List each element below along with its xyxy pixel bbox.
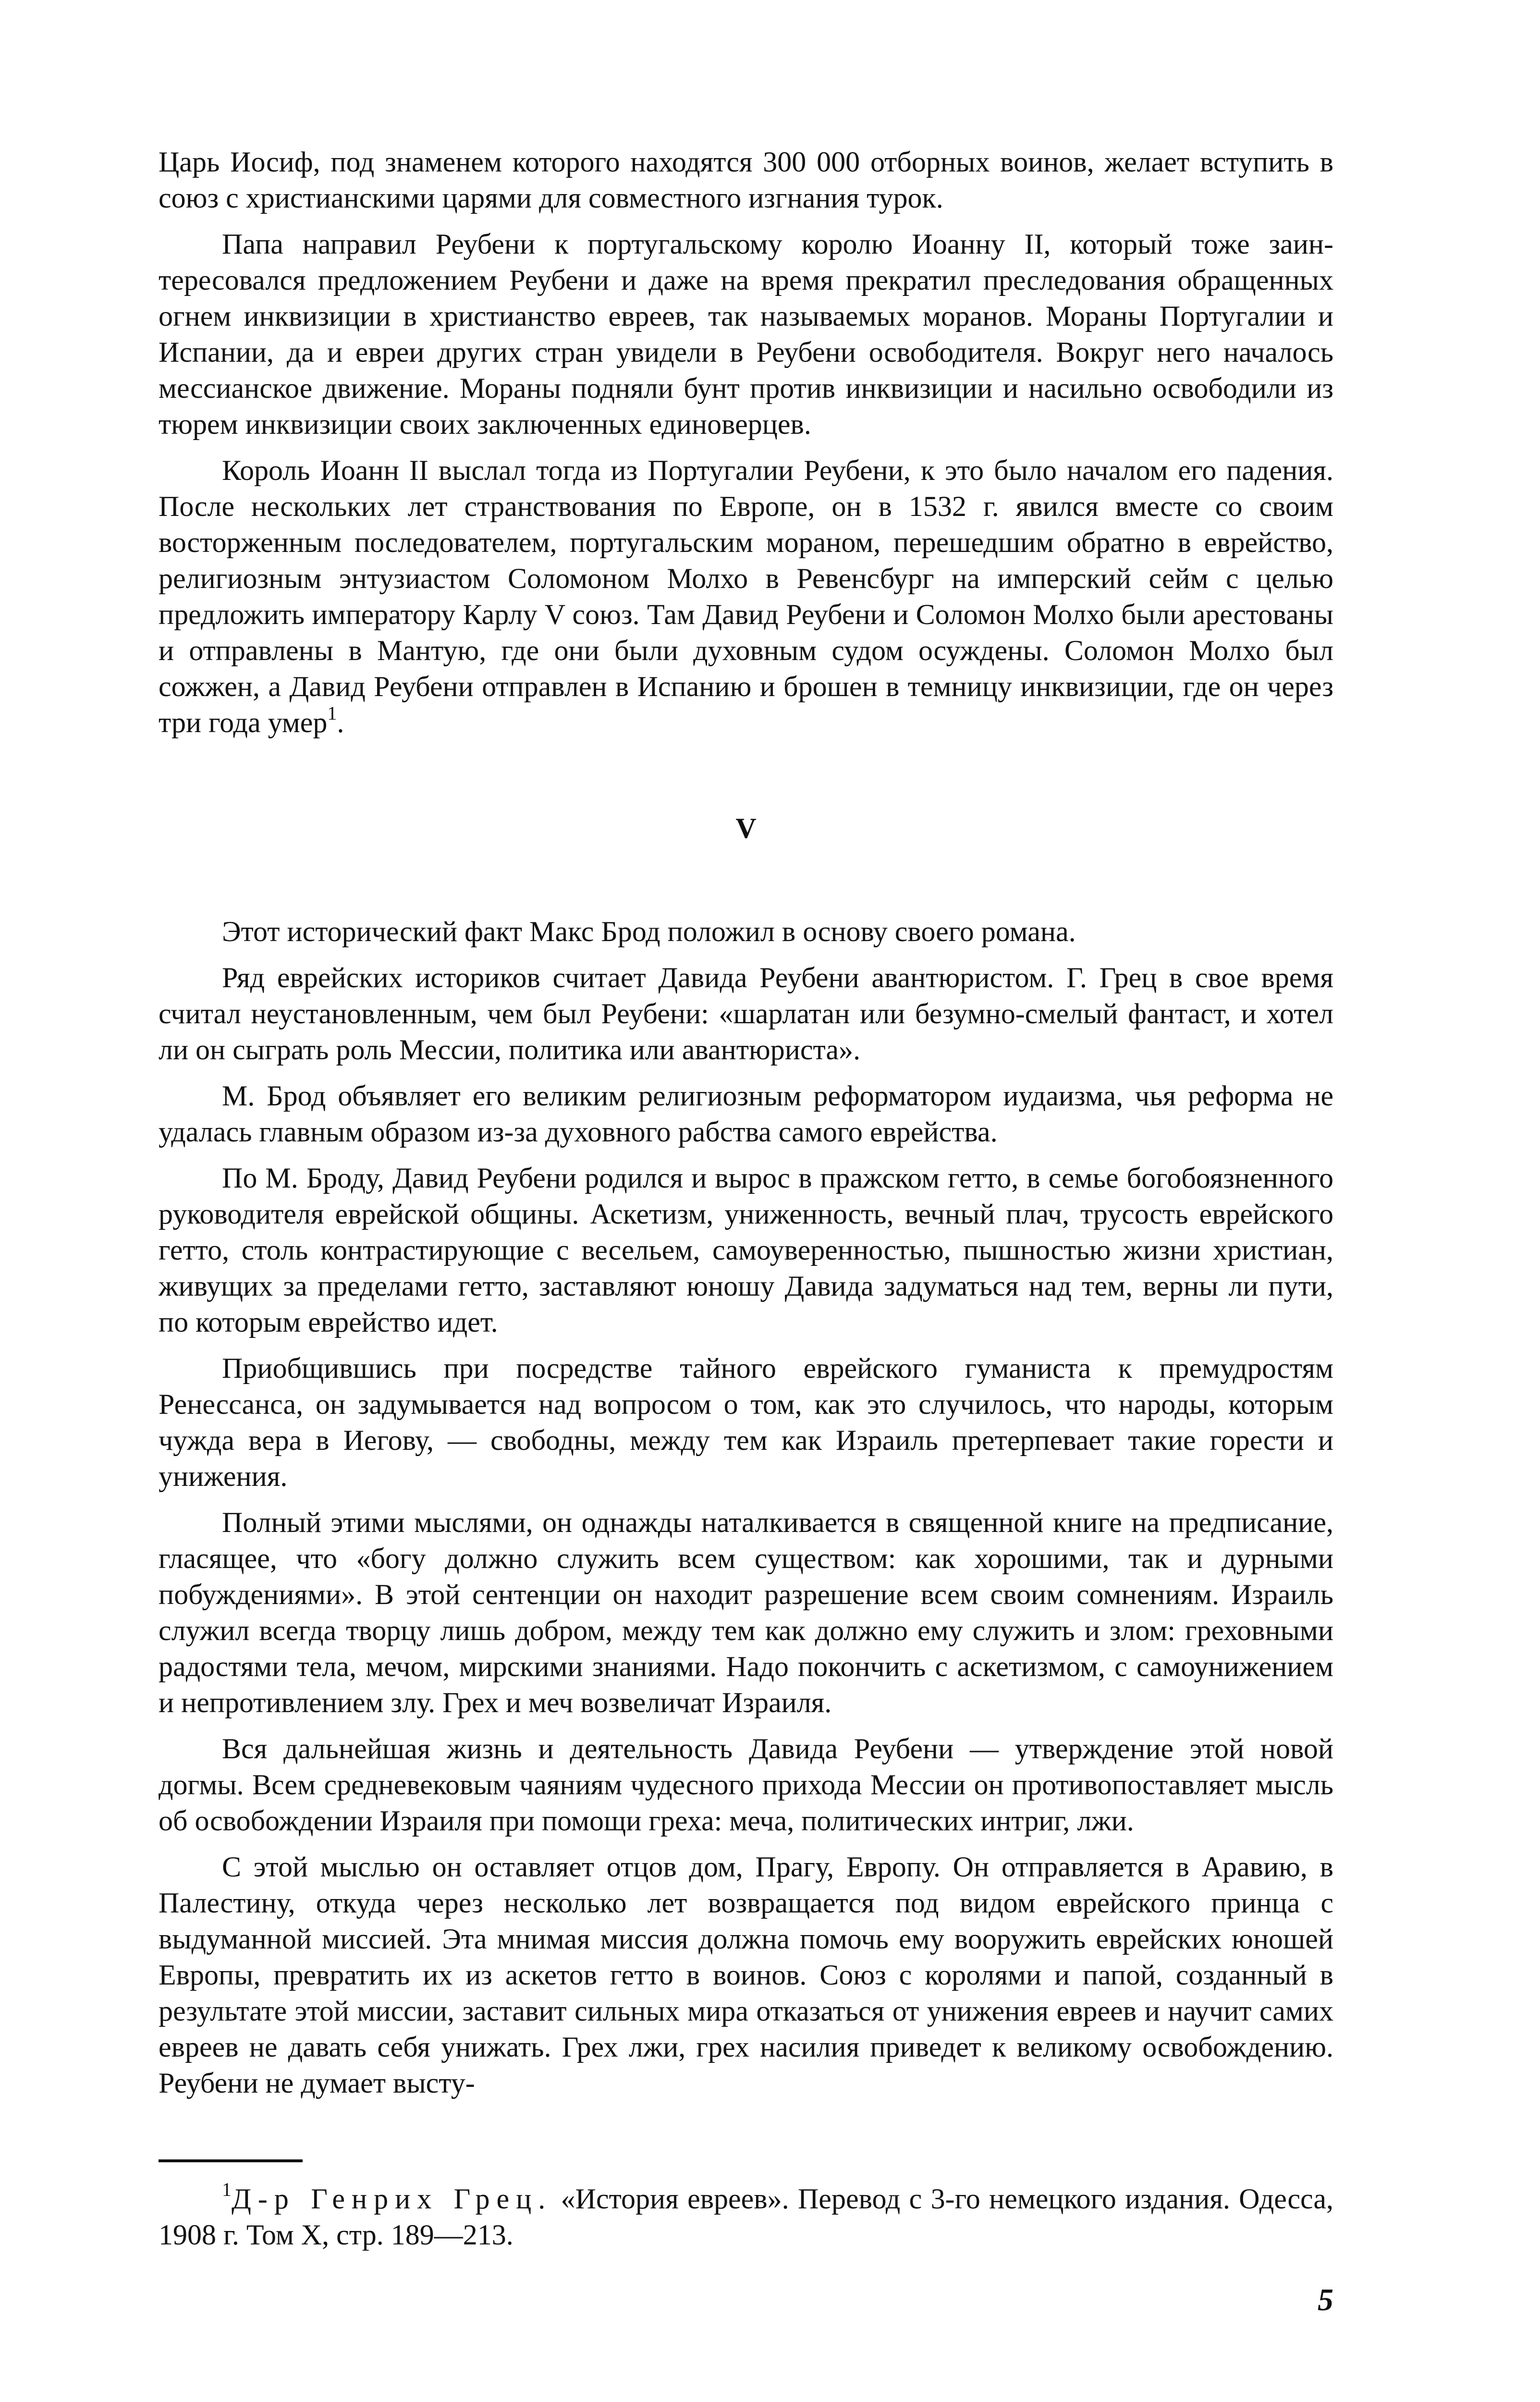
footnote-divider (159, 2159, 303, 2162)
document-page (159, 144, 1333, 2364)
paragraph-8: Приобщившись при посредстве тайного еврейского гуманиста к премудростям Ренессанса, он задумывается над вопросом о том, как это случилось, что народы, которым чужда вера в Иегову, — свободны, между тем как Израиль претерпевает такие горести и унижения. (159, 1352, 1333, 1492)
body-text (159, 144, 1333, 2101)
paragraph-3-text: Король Иоанн II выслал тогда из Португалии Реубени, к это было началом его падения. После нескольких лет странствования по Европе, он в 1532 г. явился вместе со своим восторженным последователем, португальским мораном, перешедшим обратно в еврейство, религиозным энтузиастом Соломоном Молхо в Ревенсбург на имперский сейм с целью предложить императору Карлу V союз. Там Давид Реубени и Соломон Молхо были арестованы и отправлены в Мантую, где они были духовным судом осуждены. Соломон Молхо был сожжен, а Давид Реубени отправлен в Испанию и брошен в темницу инквизиции, где он через три года умер (159, 454, 1333, 738)
paragraph-5: Ряд еврейских историков считает Давида Реубени авантюристом. Г. Грец в свое время считал неустановленным, чем был Реубени: «шарлатан или безумно-смелый фантаст, и хотел ли он сыграть роль Мессии, политика или авантюриста». (159, 962, 1333, 1066)
paragraph-6: М. Брод объявляет его великим религиозным реформатором иудаизма, чья реформа не удалась главным образом из-за духовного рабства самого еврейства. (159, 1080, 1333, 1148)
paragraph-10: Вся дальнейшая жизнь и деятельность Давида Реубени — утверждение этой новой догмы. Всем средневековым чаяниям чудесного прихода Мессии он противопоставляет мысль об освобождении Израиля при помощи греха: меча, политических интриг, лжи. (159, 1733, 1333, 1837)
paragraph-3-tail: . (337, 707, 344, 738)
paragraph-4: Этот исторический факт Макс Брод положил в основу своего романа. (222, 916, 1076, 947)
paragraph-7: По М. Броду, Давид Реубени родился и вырос в пражском гетто, в семье богобоязненного руководителя еврейской общины. Аскетизм, униженность, вечный плач, трусость еврейского гетто, столь контрастирующие с весельем, самоуверенностью, пышностью жизни христиан, живущих за пределами гетто, заставляют юношу Давида задуматься над тем, верны ли пути, по которым еврейство идет. (159, 1162, 1333, 1338)
footnote-reference[interactable]: 1 (327, 702, 337, 724)
footnote (159, 2181, 1333, 2253)
paragraph-1: Царь Иосиф, под знаменем которого находятся 300 000 отборных воинов, желает вступить в союз с христианскими царями для совместного изгнания турок. (159, 146, 1333, 214)
paragraph-3 (159, 453, 1333, 741)
paragraph-11: С этой мыслью он оставляет отцов дом, Прагу, Европу. Он отправляется в Аравию, в Палестину, откуда через несколько лет возвращается под видом еврейского принца с выдуманной миссией. Эта мнимая миссия должна помочь ему вооружить еврейских юношей Европы, превратить их из аскетов гетто в воинов. Союз с королями и папой, созданный в результате этой миссии, заставит сильных мира отказаться от унижения евреев и научит самих евреев не давать себя унижать. Грех лжи, грех насилия приведет к великому освобождению. Реубени не думает высту- (159, 1851, 1333, 2099)
footnote-author: Д-р Генрих Грец. (232, 2183, 552, 2215)
footnote-text: «История евреев». Перевод с 3-го немецкого издания. Одесса, 1908 г. Том X, стр. 189—213. (159, 2183, 1333, 2251)
paragraph-2: Папа направил Реубени к португальскому королю Иоанну II, который тоже заинтересовался предложением Реубени и даже на время прекратил преследования обращенных огнем инквизиции в христианство евреев, так называемых моранов. Мораны Португалии и Испании, да и евреи других стран увидели в Реубени освободителя. Вокруг него началось мессианское движение. Мораны подняли бунт против инквизиции и насильно освободили из тюрем инквизиции своих заключенных единоверцев. (159, 228, 1333, 440)
page-number: 5 (1318, 2282, 1333, 2317)
paragraph-9: Полный этими мыслями, он однажды наталкивается в священной книге на предписание, гласящее, что «богу должно служить всем существом: как хорошими, так и дурными побуждениями». В этой сентенции он находит разрешение всем своим сомнениям. Израиль служил всегда творцу лишь добром, между тем как должно ему служить и злом: греховными радостями тела, мечом, мирскими знаниями. Надо покончить с аскетизмом, с самоунижением и непротивлением злу. Грех и меч возвеличат Израиля. (159, 1507, 1333, 1718)
section-heading: V (735, 812, 757, 844)
footnote-number: 1 (222, 2179, 232, 2200)
